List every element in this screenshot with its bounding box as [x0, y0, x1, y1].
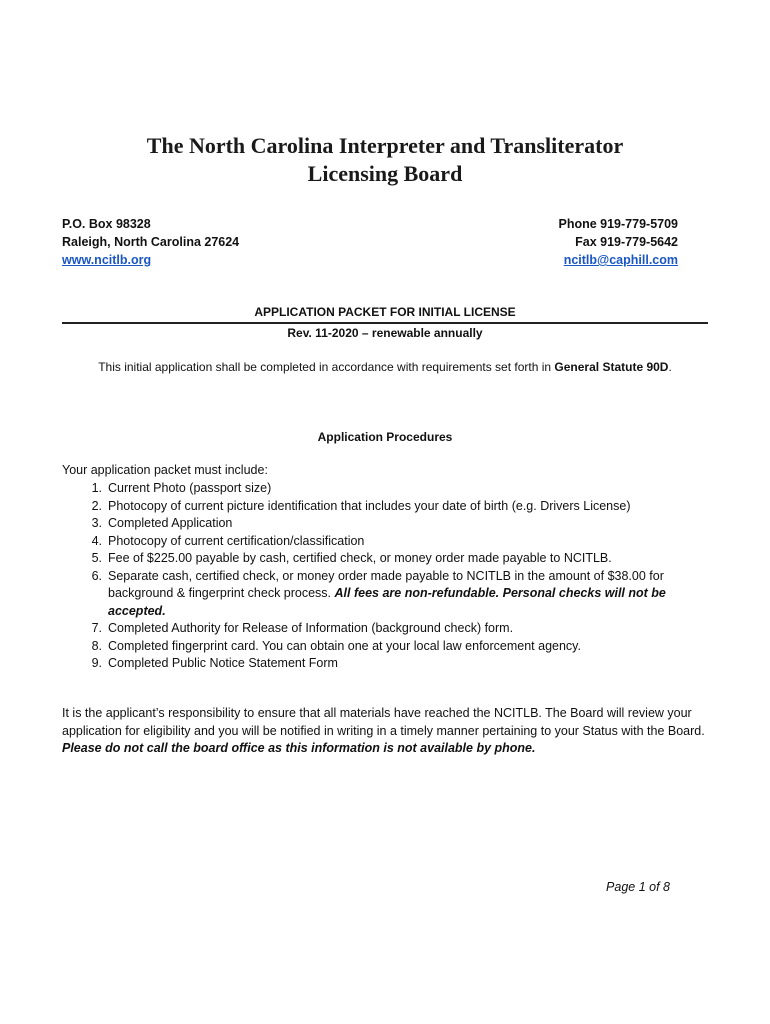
board-title — [60, 132, 710, 188]
list-item — [62, 515, 682, 533]
email-link[interactable]: ncitlb@caphill.com — [563, 253, 678, 267]
list-item — [62, 620, 682, 638]
board-title-line-1: The North Carolina Interpreter and Transliterator — [146, 133, 624, 158]
list-item — [62, 550, 682, 568]
packet-title: APPLICATION PACKET FOR INITIAL LICENSE — [254, 305, 516, 319]
list-number: 4. — [91, 533, 102, 548]
city-state-zip: Raleigh, North Carolina 27624 — [62, 235, 240, 249]
list-number: 9. — [91, 656, 102, 670]
phone-warning: Please do not call the board office as this information is not available by phone. — [62, 741, 536, 755]
closing-paragraph — [62, 705, 752, 758]
phone-fax-email — [440, 215, 678, 269]
list-item — [62, 533, 682, 551]
list-number: 1. — [91, 481, 102, 495]
list-number: 3. — [91, 516, 102, 530]
list-text: Completed Public Notice Statement Form — [108, 656, 338, 670]
website-link[interactable]: www.ncitlb.org — [62, 253, 152, 267]
revision-line: Rev. 11-2020 – renewable annually — [287, 326, 483, 340]
closing-text: It is the applicant’s responsibility to ensure that all materials have reached the NCITLB. The Board will review your application for eligibility and you will be notified in writing in a timely manner pertaining to your Status with the Board. — [62, 706, 705, 738]
list-text: Fee of $225.00 payable by cash, certified check, or money order made payable to NCITLB. — [108, 551, 612, 565]
list-item — [62, 655, 682, 673]
intro-text: This initial application shall be completed in accordance with requirements set forth in — [98, 360, 555, 374]
fees-warning: All fees are non-refundable. Personal checks will not be accepted. — [108, 586, 666, 618]
list-text: Current Photo (passport size) — [108, 481, 272, 495]
list-number: 6. — [91, 568, 102, 583]
list-number: 2. — [91, 498, 102, 513]
list-item — [62, 638, 682, 656]
list-item — [62, 568, 682, 621]
intro-end: . — [668, 360, 672, 374]
list-text: Completed Authority for Release of Information (background check) form. — [108, 621, 514, 635]
list-item — [62, 498, 682, 516]
list-text: Photocopy of current certification/classification — [108, 533, 365, 548]
general-statute: General Statute 90D — [554, 360, 669, 374]
list-text: Completed fingerprint card. You can obtain one at your local law enforcement agency. — [108, 638, 581, 653]
fax-number: Fax 919-779-5642 — [575, 235, 678, 249]
list-text: Completed Application — [108, 516, 233, 530]
list-number: 8. — [91, 638, 102, 653]
requirements-list — [62, 480, 682, 673]
procedures-lead: Your application packet must include: — [62, 463, 268, 477]
list-text: Separate cash, certified check, or money order made payable to NCITLB in the amount of $38.00 for background & fingerprint check process. — [108, 568, 664, 600]
list-number: 7. — [91, 621, 102, 635]
board-title-line-2: Licensing Board — [307, 161, 463, 186]
po-box: P.O. Box 98328 — [62, 217, 151, 231]
intro-statement — [62, 358, 708, 376]
list-number: 5. — [91, 551, 102, 565]
page-number: Page 1 of 8 — [606, 880, 670, 894]
procedures-heading: Application Procedures — [317, 430, 453, 444]
mailing-address — [62, 215, 239, 269]
list-item — [62, 480, 682, 498]
list-text: Photocopy of current picture identification that includes your date of birth (e.g. Drivers License) — [108, 498, 631, 513]
phone-number: Phone 919-779-5709 — [558, 217, 678, 231]
